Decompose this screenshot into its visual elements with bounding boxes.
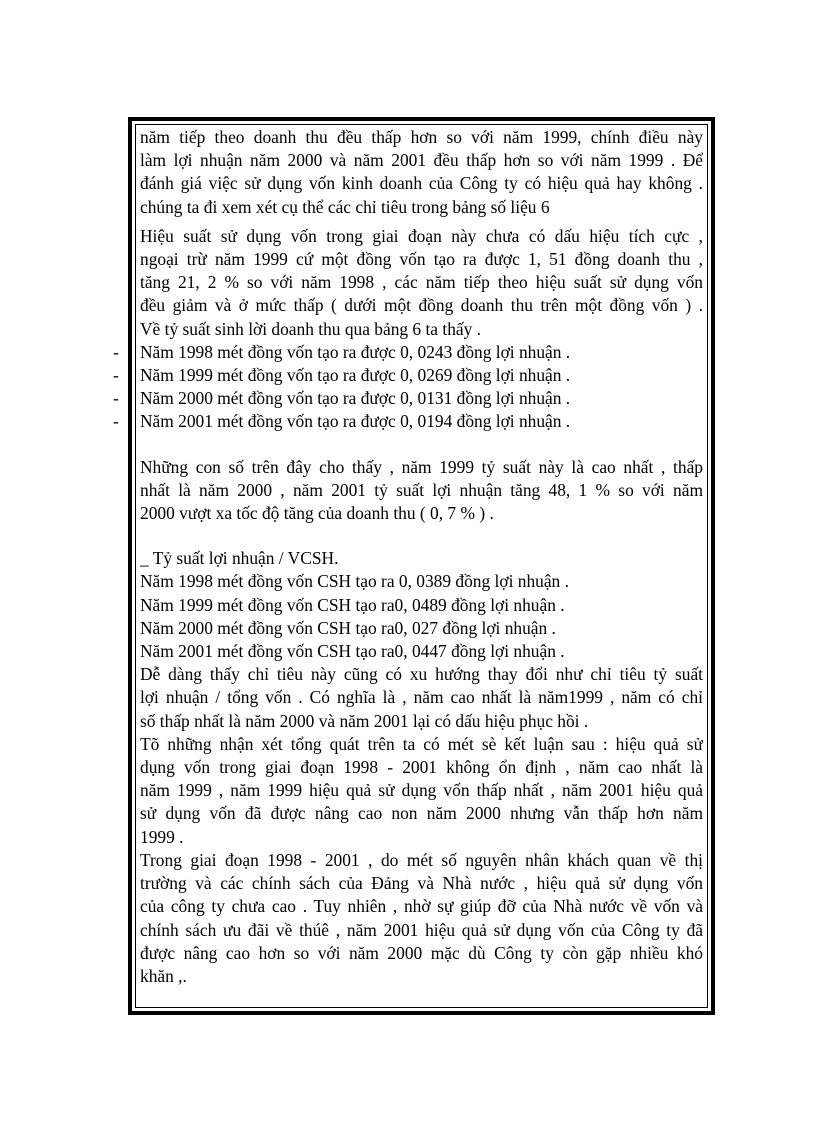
text-line: đánh giá việc sử dụng vốn kinh doanh của Công ty có hiệu quả hay không . [140,173,703,194]
text-line: Năm 1998 mét đồng vốn CSH tạo ra 0, 0389 đồng lợi nhuận . [140,571,569,592]
text-line: đều giảm và ở mức thấp ( dưới một đồng doanh thu trên một đồng vốn ) . [140,295,703,316]
document-body [113,126,703,988]
text-line: được nâng cao hơn so với năm 2000 mặc dù Công ty còn gặp nhiều khó [140,942,703,963]
text-line: tăng 21, 2 % so với năm 1998 , các năm tiếp theo hiệu suất sử dụng vốn [140,272,703,293]
text-line: Hiệu suất sử dụng vốn trong giai đoạn này chưa có dấu hiệu tích cực , [140,225,703,246]
text-line: số thấp nhất là năm 2000 và năm 2001 lại có dấu hiệu phục hồi . [140,710,589,731]
bullet-dash: - [113,341,119,362]
paragraph-6 [140,733,703,849]
text-line: lợi nhuận / tổng vốn . Có nghĩa là , năm cao nhất là năm1999 , năm có chỉ [140,687,703,708]
text-line: Những con số trên đây cho thấy , năm 1999 tỷ suất này là cao nhất , thấp [140,456,703,477]
list-item-text: Năm 1999 mét đồng vốn tạo ra được 0, 0269 đồng lợi nhuận . [140,365,571,386]
list-item [113,410,703,433]
text-line: Năm 2000 mét đồng vốn CSH tạo ra0, 027 đồng lợi nhuận . [140,617,556,638]
paragraph-4 [140,547,703,663]
list-item [113,341,703,364]
paragraph-5 [140,663,703,733]
list-item-text: Năm 2000 mét đồng vốn tạo ra được 0, 0131 đồng lợi nhuận . [140,388,571,409]
text-line: ngoại trừ năm 1999 cứ một đồng vốn tạo ra được 1, 51 đồng doanh thu , [140,249,703,270]
text-line: 1999 . [140,826,184,847]
list-item-text: Năm 2001 mét đồng vốn tạo ra được 0, 0194 đồng lợi nhuận . [140,411,571,432]
list-item [113,364,703,387]
paragraph-7 [140,849,703,988]
bullet-dash: - [113,411,119,432]
text-line: nhất là năm 2000 , năm 2001 tỷ suất lợi nhuận tăng 48, 1 % so với năm [140,479,703,500]
text-line: Năm 2001 mét đồng vốn CSH tạo ra0, 0447 đồng lợi nhuận . [140,641,565,662]
bullet-dash: - [113,388,119,409]
text-line: chính sách ưu đãi về thúê , năm 2001 hiệu quả sử dụng vốn của Công ty đã [140,919,703,940]
text-line: làm lợi nhuận năm 2000 và năm 2001 đều thấp hơn so với năm 1999 . Để [140,150,703,171]
text-line: năm 1999 , năm 1999 hiệu quả sử dụng vốn thấp nhất , năm 2001 hiệu quả [140,780,703,801]
text-line: năm tiếp theo doanh thu đều thấp hơn so với năm 1999, chính điều này [140,127,703,147]
list-item [113,387,703,410]
list-item-text: Năm 1998 mét đồng vốn tạo ra được 0, 0243 đồng lợi nhuận . [140,341,571,362]
section-heading: _ Tỷ suất lợi nhuận / VCSH. [140,548,339,569]
paragraph-3 [140,456,703,526]
text-line: của công ty chưa cao . Tuy nhiên , nhờ sự giúp đỡ của Nhà nước về vốn và [140,896,703,917]
bullet-list [113,341,703,434]
bullet-dash: - [113,365,119,386]
text-line: Dễ dàng thấy chỉ tiêu này cũng có xu hướng thay đổi như chỉ tiêu tỷ suất [140,664,703,685]
text-line: sử dụng vốn đã được nâng cao non năm 2000 nhưng vẫn thấp hơn năm [140,803,703,824]
text-line: Năm 1999 mét đồng vốn CSH tạo ra0, 0489 đồng lợi nhuận . [140,594,565,615]
text-line: Tõ những nhận xét tổng quát trên ta có mét sè kết luận sau : hiệu quả sử [140,733,703,754]
text-line: Trong giai đoạn 1998 - 2001 , do mét số nguyên nhân khách quan về thị [140,849,703,870]
text-line: dụng vốn trong giai đoạn 1998 - 2001 không ổn định , năm cao nhất là [140,757,703,778]
text-line: khăn ,. [140,965,187,986]
text-line: trường và các chính sách của Đảng và Nhà nước , hiệu quả sử dụng vốn [140,873,703,894]
paragraph-1 [140,126,703,219]
text-line: chúng ta đi xem xét cụ thể các chỉ tiêu trong bảng số liệu 6 [140,196,550,217]
text-line: 2000 vượt xa tốc độ tăng của doanh thu ( 0, 7 % ) . [140,503,494,524]
text-line: Về tỷ suất sinh lời doanh thu qua bảng 6 ta thấy . [140,318,482,339]
paragraph-2 [140,225,703,341]
